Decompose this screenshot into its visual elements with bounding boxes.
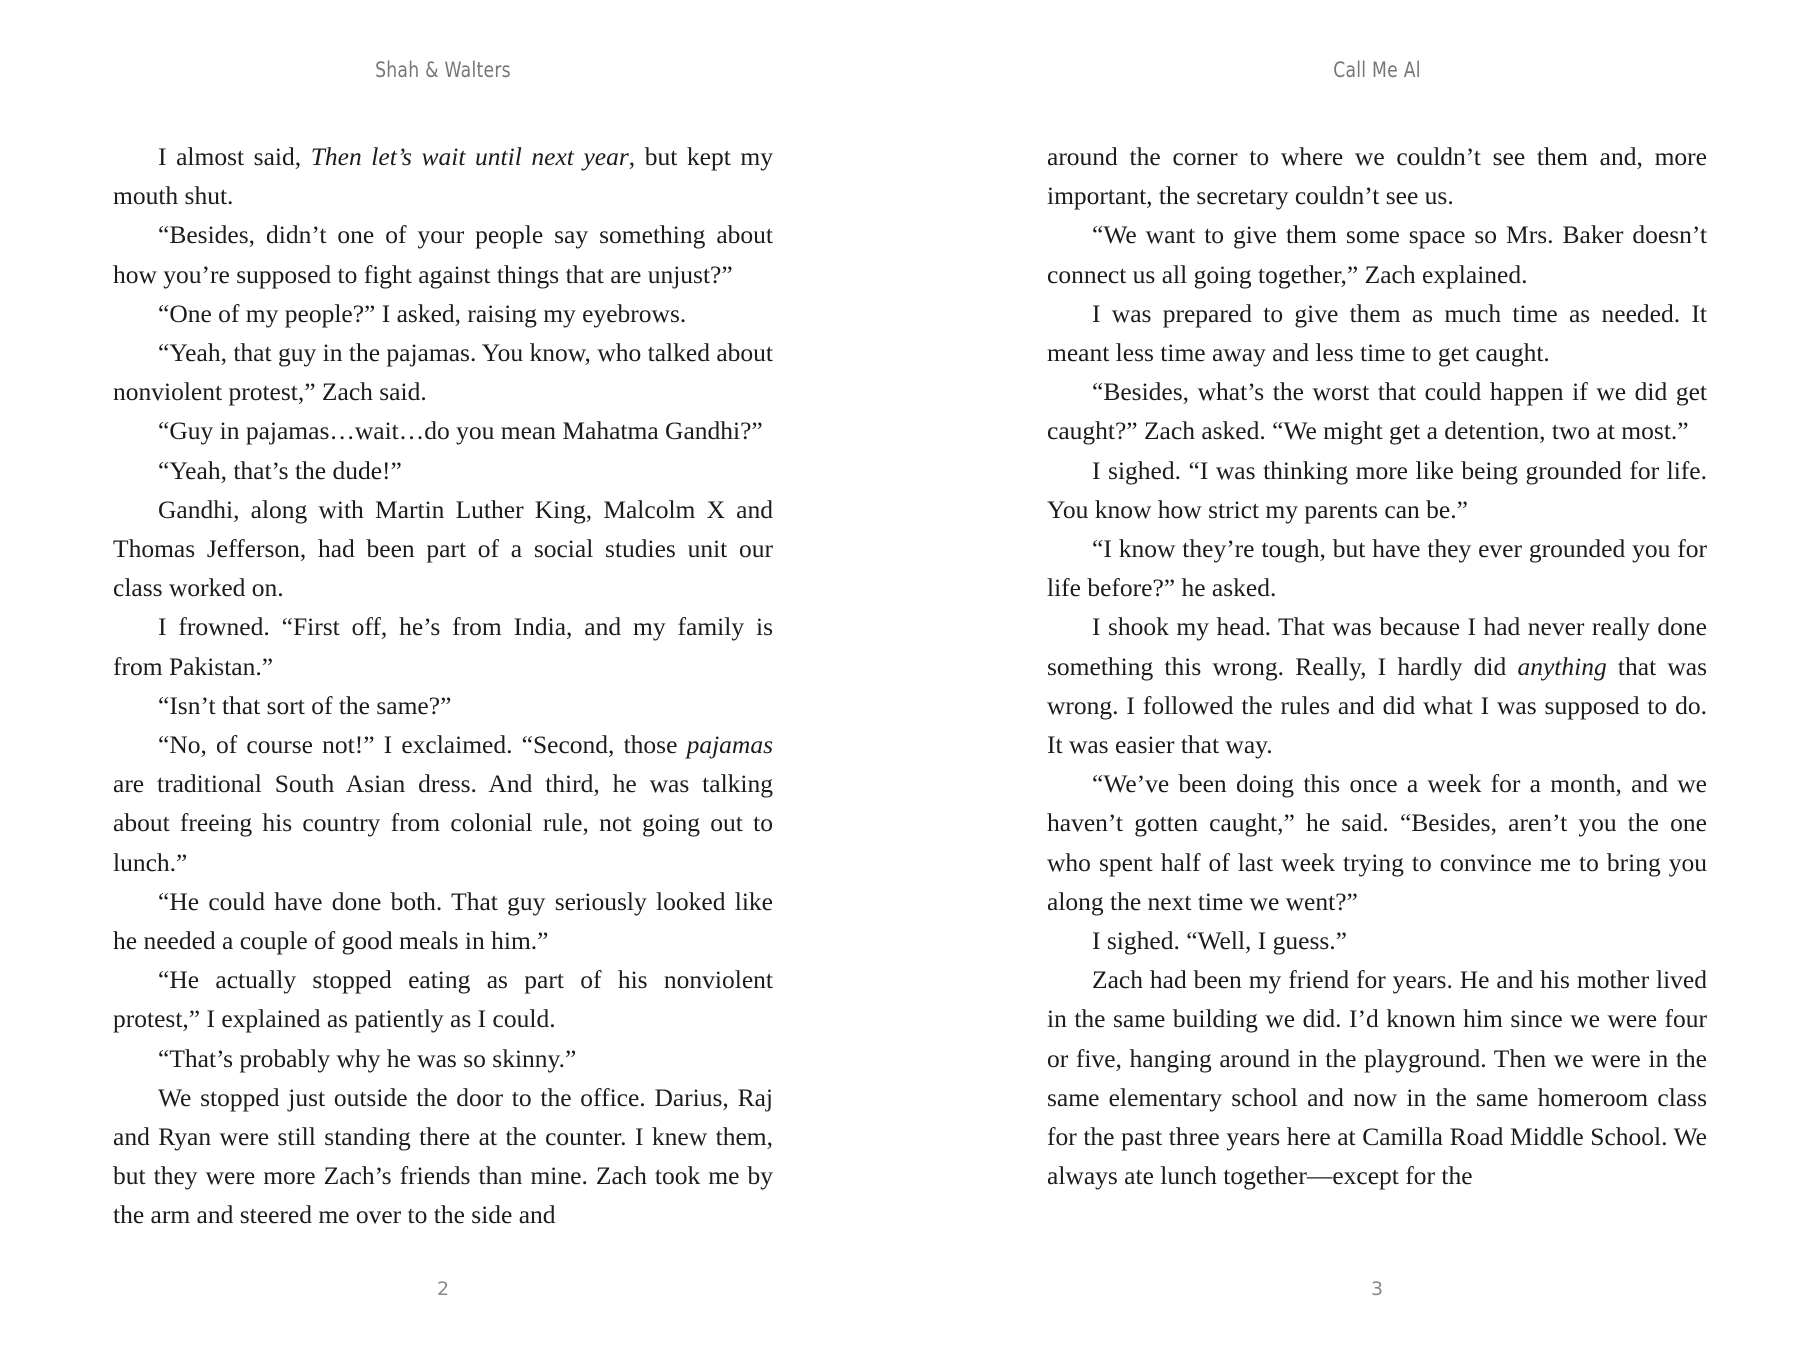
text-run: I frowned. “First off, he’s from India, and my family is from Pakistan.” — [113, 612, 773, 681]
text-run: “He could have done both. That guy seriously looked like he needed a couple of good meals in him.” — [113, 886, 773, 956]
left-page — [113, 0, 773, 1350]
text-run: are traditional South Asian dress. And third, he was talking about freeing his country from colonial rule, not going out to lunch.” — [113, 769, 773, 877]
paragraph — [113, 451, 773, 490]
text-run: “No, of course not!” I exclaimed. “Second, those — [158, 730, 687, 760]
italic-text: anything — [1517, 651, 1607, 681]
paragraph — [113, 686, 773, 725]
paragraph — [113, 1078, 773, 1235]
paragraph — [113, 333, 773, 411]
text-run: I was prepared to give them as much time as needed. It meant less time away and less time to get caught. — [1047, 298, 1707, 368]
text-run: “One of my people?” I asked, raising my eyebrows. — [158, 298, 687, 328]
paragraph — [113, 137, 773, 215]
paragraph — [113, 294, 773, 333]
text-run: , but kept my mouth shut. — [113, 142, 773, 211]
paragraph — [1047, 607, 1707, 764]
paragraph — [1047, 451, 1707, 529]
page-number: 2 — [436, 1278, 450, 1300]
paragraph — [113, 1039, 773, 1078]
paragraph — [113, 490, 773, 608]
italic-text: pajamas — [686, 730, 773, 760]
paragraph — [1047, 960, 1707, 1195]
text-run: around the corner to where we couldn’t see them and, more important, the secretary couldn’t see us. — [1047, 142, 1707, 211]
paragraph — [113, 882, 773, 960]
paragraph — [113, 215, 773, 293]
text-run: “I know they’re tough, but have they ever grounded you for life before?” he asked. — [1047, 534, 1707, 603]
text-run: “Besides, what’s the worst that could happen if we did get caught?” Zach asked. “We might get a detention, two at most.” — [1047, 377, 1707, 446]
text-run: I sighed. “Well, I guess.” — [1092, 926, 1347, 956]
text-run: “Yeah, that guy in the pajamas. You know, who talked about nonviolent protest,” Zach said. — [113, 338, 773, 407]
paragraph — [113, 607, 773, 685]
text-run: “Guy in pajamas…wait…do you mean Mahatma Gandhi?” — [158, 416, 763, 446]
page-number: 3 — [1370, 1278, 1384, 1300]
text-run: “He actually stopped eating as part of his nonviolent protest,” I explained as patiently as I could. — [113, 965, 773, 1034]
running-head-title: Call Me Al — [1333, 58, 1421, 82]
right-page — [1047, 0, 1707, 1350]
paragraph — [113, 725, 773, 882]
paragraph — [1047, 372, 1707, 450]
paragraph — [1047, 921, 1707, 960]
running-head-authors: Shah & Walters — [375, 58, 511, 82]
text-run: “Isn’t that sort of the same?” — [158, 690, 452, 720]
paragraph — [113, 960, 773, 1038]
paragraph — [113, 411, 773, 450]
text-run: I shook my head. That was because I had never really done something this wrong. Really, I hardly did — [1047, 612, 1707, 681]
text-run: “We’ve been doing this once a week for a month, and we haven’t gotten caught,” he said. “Besides, aren’t you the one who spent half of last week trying to convince me to bring you along the next time we went?” — [1047, 769, 1707, 916]
paragraph — [1047, 529, 1707, 607]
text-run: “Besides, didn’t one of your people say something about how you’re supposed to fight against things that are unjust?” — [113, 220, 773, 289]
text-run: that was wrong. I followed the rules and did what I was supposed to do. It was easier that way. — [1047, 651, 1707, 760]
text-run: “Yeah, that’s the dude!” — [158, 455, 402, 485]
paragraph — [1047, 294, 1707, 372]
text-run: “We want to give them some space so Mrs. Baker doesn’t connect us all going together,” Zach explained. — [1047, 220, 1707, 289]
right-page-body — [1047, 137, 1707, 1195]
text-run: I sighed. “I was thinking more like being grounded for life. You know how strict my parents can be.” — [1047, 455, 1707, 524]
text-run: Zach had been my friend for years. He and his mother lived in the same building we did. I’d known him since we were four or five, hanging around in the playground. Then we were in the same elementary school and now in the same homeroom class for the past three years here at Camilla Road Middle School. We always ate lunch together—except for the — [1047, 965, 1707, 1191]
paragraph — [1047, 764, 1707, 921]
left-page-body — [113, 137, 773, 1235]
text-run: “That’s probably why he was so skinny.” — [158, 1043, 577, 1073]
text-run: We stopped just outside the door to the office. Darius, Raj and Ryan were still standing there at the counter. I knew them, but they were more Zach’s friends than mine. Zach took me by the arm and steered me over to the side and — [113, 1082, 773, 1230]
italic-text: Then let’s wait until next year — [310, 142, 629, 171]
text-run: Gandhi, along with Martin Luther King, Malcolm X and Thomas Jefferson, had been part of a social studies unit our class worked on. — [113, 494, 773, 603]
paragraph — [1047, 137, 1707, 215]
text-run: I almost said, — [158, 142, 311, 171]
paragraph — [1047, 215, 1707, 293]
